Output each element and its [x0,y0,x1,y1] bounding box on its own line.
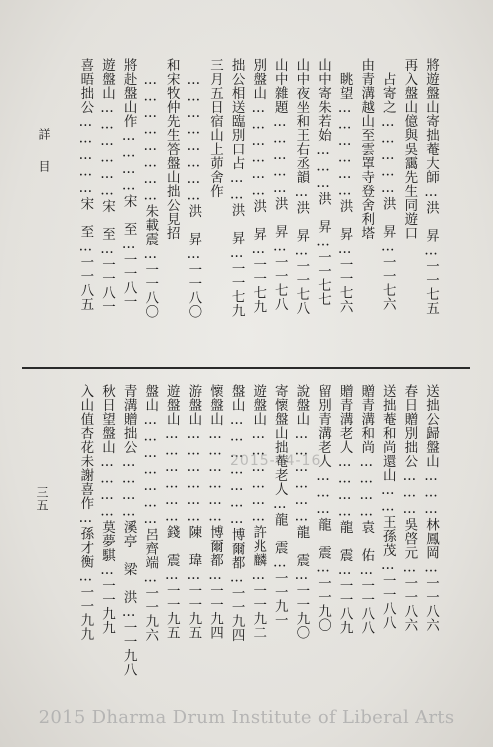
toc-entry: 盤山…………………呂齊端…一一九六 [142,384,159,642]
toc-entry: ……………………洪 昇…一一八〇 [185,58,202,319]
toc-entry: 占寄之……………洪 昇…一一七六 [379,58,396,311]
toc-entry: 懷盤山………………博爾都…一一九四 [207,384,223,640]
date-stamp: 2015-04-16 [230,453,322,469]
toc-entry: 和宋牧仲先生答盤山拙公見招 [163,58,180,240]
section-divider [22,367,470,369]
page-number: 三五 [35,486,49,512]
toc-entry: 遊盤山………………錢 震…一一九五 [163,384,180,640]
toc-entry: 寄懷盤山拙菴老人…龍 震…一一九一 [271,384,288,627]
toc-entry: 三月五日宿山上茆舍作 [207,58,223,198]
toc-entry: 再入盤山億與吳靄先生同遊口 [401,58,418,240]
toc-entry: 山中夜坐和王右丞韻…洪 昇…一一七八 [293,58,310,315]
toc-entry: 春日贈別拙公………吳啓元…一一八六 [401,384,418,632]
toc-entry: 送拙公歸盤山………林鳳岡…一一八六 [423,384,439,632]
toc-entry: 將赴盤山作…………宋 至…一一八一 [120,58,137,309]
toc-entry: ……………………朱載震…一一八〇 [142,58,159,319]
toc-entry: 盤山…………………博爾都…一一九四 [228,384,245,642]
toc-entry: 將遊盤山寄拙菴大師…洪 昇…一一七五 [423,58,439,315]
toc-entry: 游盤山………………陳 瑋…一一九五 [185,384,202,640]
toc-entry: 留別青溝老人………龍 震…一一九〇 [315,384,331,632]
toc-entry: 贈青溝和尚…………袁 佑…一一八八 [358,384,375,635]
toc-entry: 喜晤拙公……………宋 至…一一八五 [77,58,94,311]
toc-entry: 由青溝越山至雲罩寺登舍利塔 [358,58,375,240]
toc-entry: 入山值杏花未謝喜作…孫才衡…一一九九 [77,384,94,641]
toc-entry: 贈青溝老人…………龍 震…一一八九 [336,384,353,635]
toc-entry: 說盤山………………龍 震…一一九〇 [293,384,310,640]
toc-entry: 別盤山………………洪 昇…一一七九 [250,58,267,314]
toc-entry: 拙公相送臨別口占……洪 昇…一一七九 [228,58,245,318]
toc-entry: 送拙菴和尚還山……王孫茂…一一八八 [379,384,396,630]
toc-entry: 青溝贈拙公…………溪亭 梁 洪…一一九八 [120,384,137,677]
header-label: 詳目 [37,128,51,192]
toc-entry: 遊盤山………………宋 至…一一八一 [99,58,115,314]
toc-entry: 秋日望盤山…………莫夢騏…一一九九 [99,384,115,635]
toc-entry: 眺望………………洪 昇…一一七六 [336,58,353,314]
toc-entry: 遊盤山………………許兆麟…一一九二 [250,384,267,640]
footer-watermark: 2015 Dharma Drum Institute of Liberal Arts [38,707,455,728]
toc-entry: 山中雜題……………洪 昇…一一七八 [271,58,288,311]
toc-entry: 山中寄朱若始………洪 昇…一一七七 [315,58,331,306]
